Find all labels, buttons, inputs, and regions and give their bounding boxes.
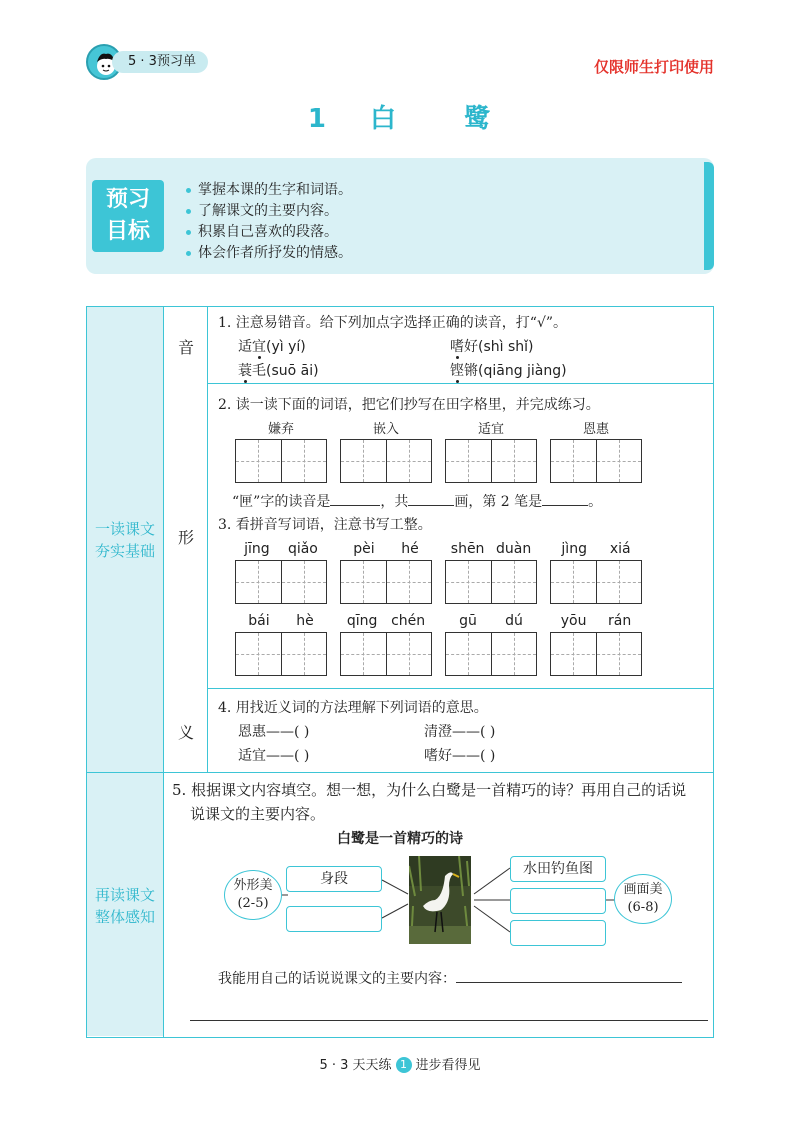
q4-item[interactable]: 清澄——( ) <box>424 724 496 740</box>
tianzige-box[interactable] <box>445 560 537 604</box>
footer <box>0 1054 800 1073</box>
q1-item[interactable] <box>238 336 306 358</box>
left-oval-line1: 外形美 <box>233 878 273 893</box>
pinyin-label: gū dú <box>459 613 523 629</box>
tianzige-box[interactable] <box>235 632 327 676</box>
goal-tag <box>92 180 164 252</box>
tianzige-box[interactable] <box>445 632 537 676</box>
row-label-yi: 义 <box>177 723 194 742</box>
goal-tag-line1: 预习 <box>105 187 150 212</box>
egret-image <box>409 856 471 944</box>
q1-options: (suō āi) <box>266 363 319 379</box>
tianzige-box[interactable] <box>550 439 642 483</box>
q1-text: 毛 <box>252 363 266 379</box>
tianzige-box[interactable] <box>445 439 537 483</box>
q1-options: (shì shǐ) <box>478 339 534 355</box>
title-char-2: 鹭 <box>464 104 493 134</box>
pinyin-label: bái hè <box>248 613 314 629</box>
q5-prompt <box>172 778 686 826</box>
section-1-line1: 一读课文 <box>94 520 155 538</box>
badge-label: 5 · 3预习单 <box>112 51 208 73</box>
summary-prompt <box>218 968 682 990</box>
tianzige-box[interactable] <box>340 632 432 676</box>
pinyin-label: jìng xiá <box>561 541 631 557</box>
tianzige-box[interactable] <box>235 560 327 604</box>
q1-dotted-char: 嗜 <box>450 339 464 355</box>
answer-line[interactable] <box>190 1020 708 1021</box>
q1-options: (yì yí) <box>266 339 306 355</box>
goal-item: 了解课文的主要内容。 <box>186 201 352 222</box>
q2-fill-text: “匣”字的读音是 <box>232 494 331 510</box>
diagram-title: 白鹭是一首精巧的诗 <box>337 831 463 847</box>
pinyin-label: qīng chén <box>346 613 426 629</box>
footer-left: 5 · 3 天天练 <box>319 1058 392 1073</box>
q4-item[interactable]: 恩惠——( ) <box>238 724 310 740</box>
section-2-line2: 整体感知 <box>94 908 155 926</box>
q4-prompt: 4. 用找近义词的方法理解下列词语的意思。 <box>218 700 488 716</box>
q2-prompt: 2. 读一读下面的词语，把它们抄写在田字格里，并完成练习。 <box>218 397 600 413</box>
q1-text: 锵 <box>464 363 478 379</box>
q4-item[interactable]: 嗜好——( ) <box>424 748 496 764</box>
title-char-1: 白 <box>370 104 399 134</box>
left-oval-line2: (2-5) <box>237 896 269 911</box>
print-notice: 仅限师生打印使用 <box>593 58 714 76</box>
q1-item[interactable] <box>238 360 319 382</box>
q1-dotted-char: 蓑 <box>238 363 252 379</box>
q1-text: 适 <box>238 339 252 355</box>
page-number: 1 <box>396 1057 412 1073</box>
tianzige-box[interactable] <box>550 560 642 604</box>
row-label-yin: 音 <box>177 338 194 357</box>
q3-prompt: 3. 看拼音写词语，注意书写工整。 <box>218 517 432 533</box>
pinyin-label: pèi hé <box>353 541 419 557</box>
goal-list <box>186 180 352 264</box>
page-title <box>0 98 800 135</box>
section-2-line1: 再读课文 <box>94 886 155 904</box>
q2-word: 适宜 <box>477 422 504 437</box>
q1-prompt: 1. 注意易错音。给下列加点字选择正确的读音，打“√”。 <box>218 315 568 331</box>
goal-item: 掌握本课的生字和词语。 <box>186 180 352 201</box>
left-box-1[interactable]: 身段 <box>286 866 382 892</box>
right-box-1[interactable]: 水田钓鱼图 <box>510 856 606 882</box>
q1-item[interactable] <box>450 336 534 358</box>
answer-blank[interactable] <box>542 505 588 506</box>
tianzige-box[interactable] <box>340 439 432 483</box>
q2-fill-text: 画，第 2 笔是 <box>454 494 543 510</box>
q1-item[interactable] <box>450 360 567 382</box>
q1-dotted-char: 铿 <box>450 363 464 379</box>
right-box-3[interactable] <box>510 920 606 946</box>
q4-item[interactable]: 适宜——( ) <box>238 748 310 764</box>
lesson-number: 1 <box>307 104 328 134</box>
section-label-1 <box>86 518 164 562</box>
goal-item: 体会作者所抒发的情感。 <box>186 243 352 264</box>
q2-word: 嫌弃 <box>267 422 294 437</box>
left-oval <box>224 870 282 920</box>
goal-panel <box>86 158 714 274</box>
goal-tag-line2: 目标 <box>105 219 150 244</box>
tianzige-box[interactable] <box>235 439 327 483</box>
row-label-xing: 形 <box>177 528 194 547</box>
brand-badge <box>86 44 210 80</box>
right-box-2[interactable] <box>510 888 606 914</box>
right-oval-line2: (6-8) <box>627 900 659 915</box>
right-oval <box>614 874 672 924</box>
q2-word: 嵌入 <box>372 422 399 437</box>
q1-options: (qiāng jiàng) <box>478 363 567 379</box>
q2-fill-text: ，共 <box>380 494 409 510</box>
summary-label: 我能用自己的话说说课文的主要内容： <box>218 971 456 987</box>
right-oval-line1: 画面美 <box>623 882 663 897</box>
tianzige-box[interactable] <box>550 632 642 676</box>
q5-prompt-line2: 说课文的主要内容。 <box>190 805 326 823</box>
answer-blank[interactable] <box>456 982 682 983</box>
left-box-2[interactable] <box>286 906 382 932</box>
section-label-2 <box>86 884 164 928</box>
pinyin-label: shēn duàn <box>450 541 532 557</box>
q2-fill-text: 。 <box>588 494 603 510</box>
answer-blank[interactable] <box>330 505 380 506</box>
pinyin-label: yōu rán <box>560 613 632 629</box>
section-1-line2: 夯实基础 <box>94 542 155 560</box>
q2-word: 恩惠 <box>582 422 609 437</box>
q1-text: 好 <box>464 339 478 355</box>
q1-dotted-char: 宜 <box>252 339 266 355</box>
footer-right: 进步看得见 <box>415 1058 481 1073</box>
answer-blank[interactable] <box>408 505 454 506</box>
pinyin-label: jīng qiǎo <box>244 541 318 557</box>
q5-prompt-line1: 5. 根据课文内容填空。想一想，为什么白鹭是一首精巧的诗？再用自己的话说 <box>172 781 687 799</box>
tianzige-box[interactable] <box>340 560 432 604</box>
goal-item: 积累自己喜欢的段落。 <box>186 222 352 243</box>
q2-fill-line <box>232 491 602 513</box>
